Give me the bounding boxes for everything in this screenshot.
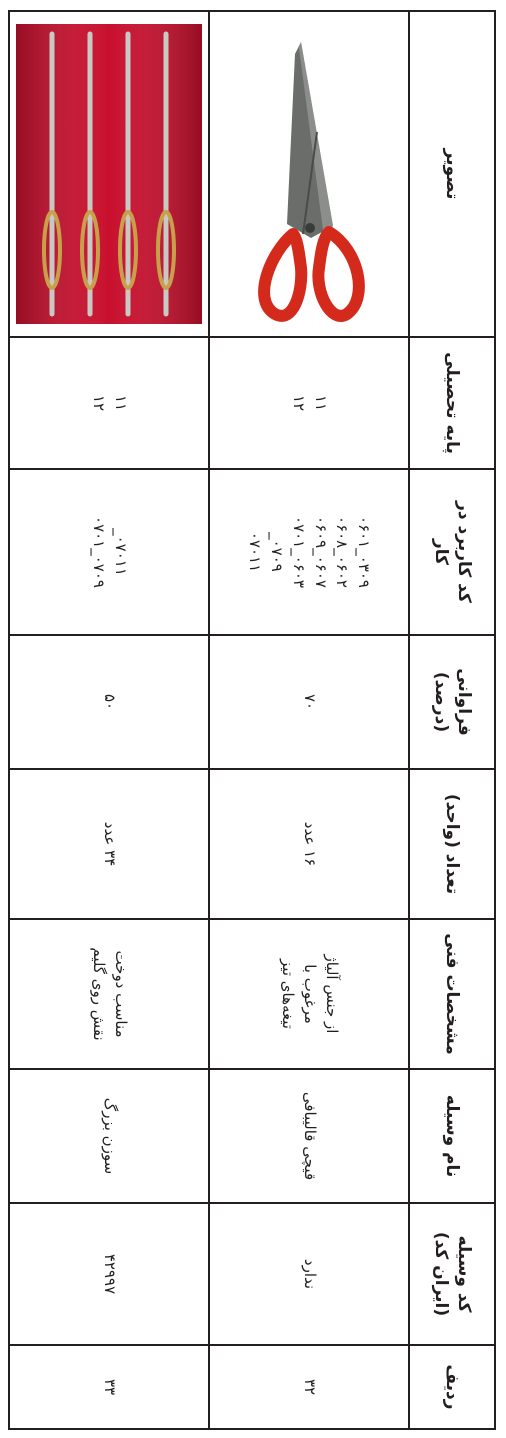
equipment-name: قیچی قالیبافی — [209, 1069, 409, 1203]
equipment-table — [8, 10, 496, 1430]
header-technical-specs: مشخصات فنی — [409, 919, 495, 1069]
grade: ۱۱ ۱۲ — [9, 337, 209, 469]
needles-image — [16, 18, 202, 330]
usage-code: ۰۳۰۹_۰۶۰۱ ۰۶۰۲_۰۶۰۸ ۰۶۰۷_۰۶۰۹ ۰۶۰۳_۰۷۰۱ ۰۷۰۹_ ۰۷۰۱۱ — [209, 469, 409, 635]
header-frequency: فراوانی (درصد) — [409, 635, 495, 769]
scissors-icon — [219, 24, 399, 324]
header-grade: پایه تحصیلی — [409, 337, 495, 469]
image-cell — [209, 11, 409, 337]
header-row-number: ردیف — [409, 1345, 495, 1429]
table-row — [209, 11, 409, 1429]
header-usage-code: کد کاربرد در کار — [409, 469, 495, 635]
image-cell — [9, 11, 209, 337]
equipment-name: سوزن بزرگ — [9, 1069, 209, 1203]
frequency: ۵۰ — [9, 635, 209, 769]
count: ۱۶ عدد — [209, 769, 409, 919]
count: ۳۴ عدد — [9, 769, 209, 919]
header-image: تصویر — [409, 11, 495, 337]
technical-specs: مناسب دوخت نقش روی گلیم — [9, 919, 209, 1069]
header-count: تعداد (واحد) — [409, 769, 495, 919]
needles-icon — [16, 24, 202, 324]
equipment-code: ندارد — [209, 1203, 409, 1345]
row-number: ۳۲ — [209, 1345, 409, 1429]
scissors-image — [216, 18, 402, 330]
header-equipment-code: کد وسیله (ایران کد) — [409, 1203, 495, 1345]
table-header-row — [409, 11, 495, 1429]
grade: ۱۱ ۱۲ — [209, 337, 409, 469]
equipment-code: ۴۲۹۹۷ — [9, 1203, 209, 1345]
row-number: ۳۳ — [9, 1345, 209, 1429]
technical-specs: از جنس آلیاژ مرغوب با تیغه‌های تیز — [209, 919, 409, 1069]
frequency: ۷۰ — [209, 635, 409, 769]
header-equipment-name: نام وسیله — [409, 1069, 495, 1203]
table-row — [9, 11, 209, 1429]
usage-code: ۰۷۰۱۱_ ۰۷۰۹_۰۷۰۱ — [9, 469, 209, 635]
